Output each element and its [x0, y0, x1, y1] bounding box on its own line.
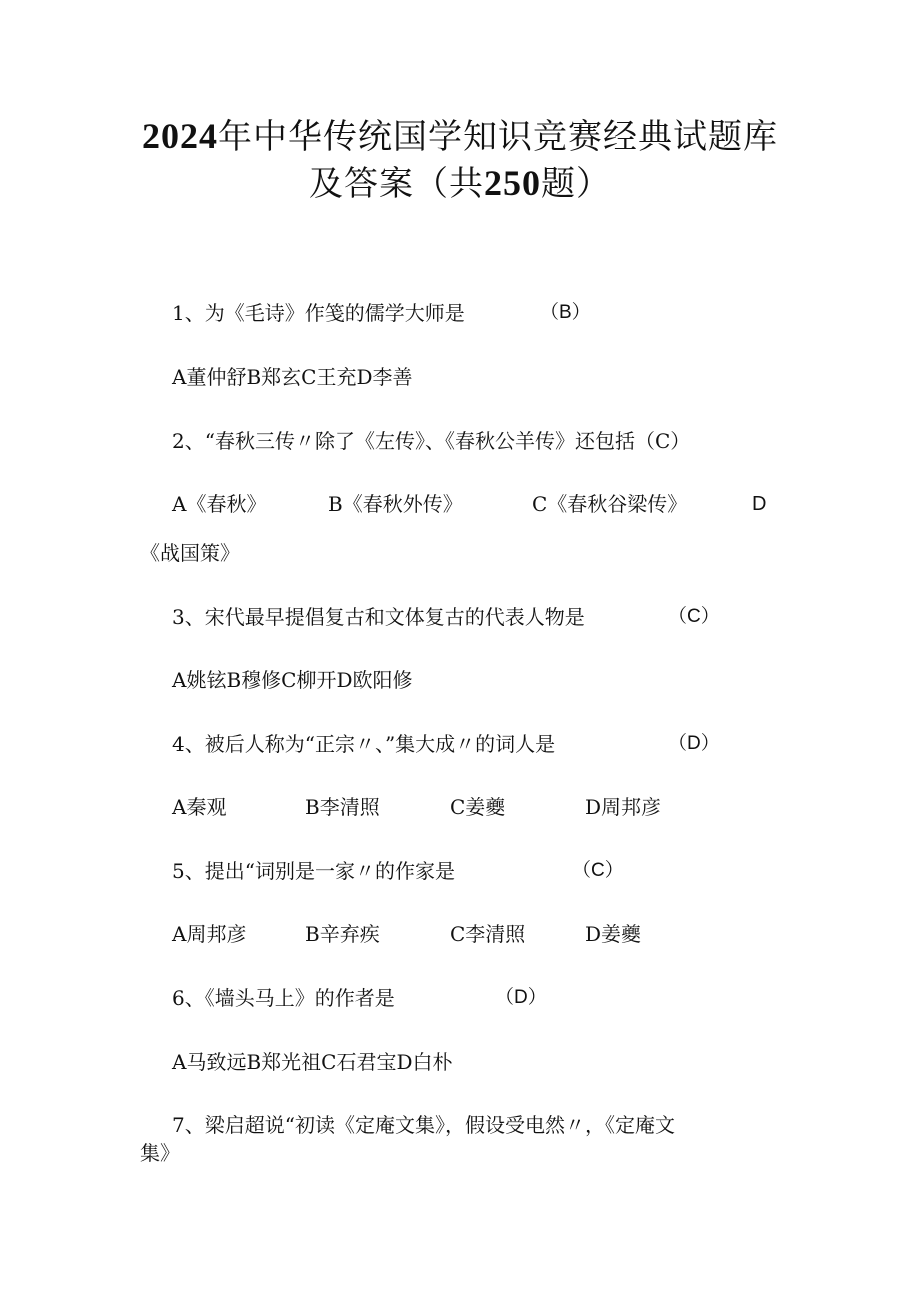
title-year: 2024: [142, 116, 218, 156]
question-5-answer: （C）: [572, 860, 624, 881]
title-post: 题）: [541, 164, 611, 204]
title-count: 250: [484, 163, 541, 203]
question-5-option-b: B辛弃疾: [305, 922, 380, 946]
question-7-stem: 7、梁启超说“初读《定庵文集》，假设受电然〃，《定庵文: [172, 1113, 675, 1137]
question-6-answer: （D）: [495, 987, 547, 1008]
question-6-stem: 6、《墙头马上》的作者是: [172, 986, 395, 1010]
question-1-stem: 1、为《毛诗》作笺的儒学大师是: [172, 301, 465, 325]
title-pre: 及答案（共: [309, 164, 484, 204]
document-title-line-2: [0, 162, 920, 205]
question-6-options: A马致远B郑光祖C石君宝D白朴: [172, 1050, 453, 1074]
question-2-option-c: C《春秋谷梁传》: [532, 492, 688, 516]
question-4-option-d: D周邦彦: [585, 795, 662, 819]
question-3-stem: 3、宋代最早提倡复古和文体复古的代表人物是: [172, 605, 585, 629]
question-2-option-a: A《春秋》: [172, 492, 267, 516]
question-5-stem: 5、提出“词别是一家〃的作家是: [172, 859, 455, 883]
question-5-option-c: C李清照: [450, 922, 526, 946]
question-4-answer: （D）: [668, 733, 720, 754]
question-3-options: A姚铉B穆修C柳开D欧阳修: [172, 668, 413, 692]
question-2-option-b: B《春秋外传》: [328, 492, 463, 516]
title-text: 年中华传统国学知识竞赛经典试题库: [218, 117, 778, 157]
question-4-stem: 4、被后人称为“正宗〃、”集大成〃的词人是: [172, 732, 556, 756]
question-7-stem-wrap: 集》: [140, 1141, 180, 1165]
question-4-option-a: A秦观: [172, 795, 227, 819]
question-1-answer: （B）: [540, 302, 591, 323]
question-5-option-a: A周邦彦: [172, 922, 247, 946]
question-2-option-d-wrap: 《战国策》: [140, 541, 240, 565]
question-4-option-c: C姜夔: [450, 795, 506, 819]
question-2-option-d: D: [752, 493, 767, 515]
document-title-line-1: [0, 115, 920, 158]
question-5-option-d: D姜夔: [585, 922, 642, 946]
question-3-answer: （C）: [668, 606, 720, 627]
question-4-option-b: B李清照: [305, 795, 380, 819]
question-2-stem: 2、“春秋三传〃除了《左传》、《春秋公羊传》还包括（C）: [172, 429, 691, 453]
question-1-options: A董仲舒B郑玄C王充D李善: [172, 365, 413, 389]
